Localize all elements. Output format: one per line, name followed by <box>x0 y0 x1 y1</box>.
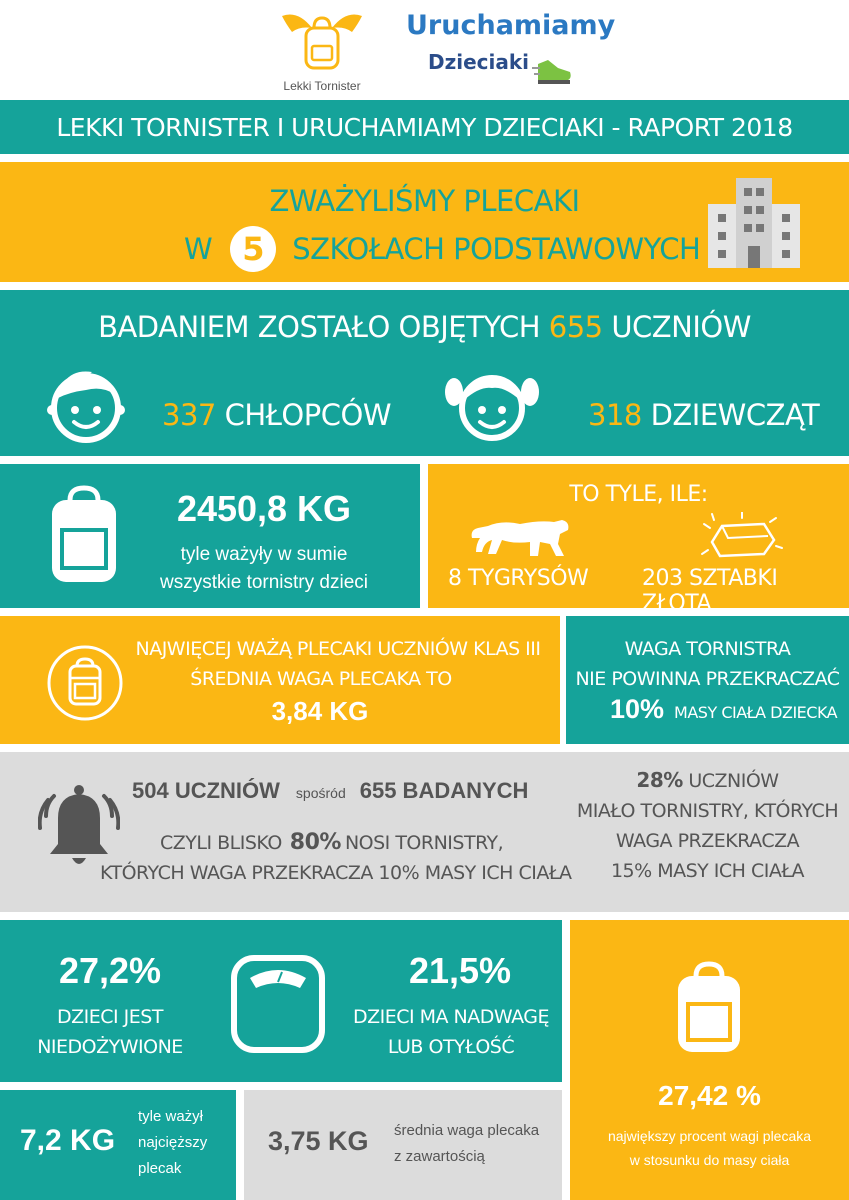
bathroom-scale-icon <box>228 952 328 1056</box>
underweight-value: 27,2% <box>58 950 162 991</box>
rule-section <box>566 616 849 744</box>
overweight-line2: LUB OTYŁOŚĆ <box>387 1036 515 1058</box>
exceed15-line1-suffix: UCZNIÓW <box>688 770 779 792</box>
boys-stat <box>162 398 391 432</box>
max-percent-line1: największy procent wagi plecaka <box>607 1128 812 1144</box>
girl-face-icon <box>444 364 540 444</box>
exceed-line1 <box>132 778 528 804</box>
schools-line2 <box>184 226 700 272</box>
logo-uruchamiamy-dzieciaki <box>406 10 616 90</box>
schools-line1: ZWAŻYLIŚMY PLECAKI <box>269 184 580 218</box>
students-prefix: BADANIEM ZOSTAŁO OBJĘTYCH <box>98 310 541 344</box>
heaviest-value: 7,2 KG <box>20 1124 116 1157</box>
schools-count-badge <box>230 226 276 272</box>
backpack-icon <box>46 484 122 586</box>
nutrition-section <box>0 920 562 1082</box>
max-percent-line2: w stosunku do masy ciała <box>629 1152 790 1168</box>
backpack-circle-icon <box>46 644 124 722</box>
schools-section <box>0 162 849 282</box>
class3-line2: ŚREDNIA WAGA PLECAKA TO <box>190 668 452 690</box>
max-percent-value: 27,42 % <box>658 1080 761 1111</box>
logo-title-part2: amiamy <box>495 10 616 41</box>
logo-caption: Lekki Tornister <box>283 79 361 93</box>
exceed15-line1 <box>566 768 849 792</box>
exceed-section <box>0 752 849 912</box>
comparison-tigers: 8 TYGRYSÓW <box>448 566 589 591</box>
comparison-section <box>428 464 849 616</box>
students-total: 655 <box>548 310 603 344</box>
exceed-students: 504 UCZNIÓW <box>132 778 280 803</box>
boys-count: 337 <box>162 398 216 432</box>
winged-backpack-icon <box>278 6 366 76</box>
logo-title-part1: Uruch <box>406 10 496 41</box>
rule-line1: WAGA TORNISTRA <box>624 638 791 660</box>
bell-icon <box>38 782 120 872</box>
heaviest-section <box>0 1090 236 1200</box>
max-percent-section <box>570 920 849 1200</box>
backpack-icon <box>674 960 744 1056</box>
girls-stat <box>588 398 819 432</box>
overweight-line1: DZIECI MA NADWAGĘ <box>352 1006 550 1028</box>
students-section <box>0 290 849 456</box>
schools-count: 5 <box>242 230 265 268</box>
logo-lekki-tornister <box>278 6 366 92</box>
heaviest-line2: najcięższy <box>138 1134 208 1151</box>
average-line1: średnia waga plecaka <box>394 1122 540 1139</box>
class3-section <box>0 616 560 744</box>
exceed-line2-suffix: NOSI TORNISTRY, <box>344 832 504 854</box>
logo-subtitle: Dzieciaki <box>428 50 530 74</box>
school-building-icon <box>708 178 800 268</box>
total-weight-line1: tyle ważyły w sumie <box>180 544 348 565</box>
tiger-icon <box>468 514 574 560</box>
rule-line2: NIE POWINNA PRZEKRACZAĆ <box>575 668 840 690</box>
exceed-line2-prefix: CZYLI BLISKO <box>160 832 282 854</box>
average-value: 3,75 KG <box>268 1126 369 1156</box>
rule-percent: 10% <box>610 694 665 724</box>
heaviest-line1: tyle ważył <box>138 1108 204 1125</box>
total-weight-section <box>0 464 420 608</box>
class3-line1: NAJWIĘCEJ WAŻĄ PLECAKI UCZNIÓW KLAS III <box>135 638 541 660</box>
boys-label: CHŁOPCÓW <box>224 398 391 432</box>
schools-suffix: SZKOŁACH PODSTAWOWYCH <box>292 232 701 266</box>
students-suffix: UCZNIÓW <box>611 310 751 344</box>
students-total-line <box>0 310 849 344</box>
heaviest-line3: plecak <box>138 1160 182 1177</box>
overweight-value: 21,5% <box>408 950 512 991</box>
girls-label: DZIEWCZĄT <box>650 398 820 432</box>
comparison-title: TO TYLE, ILE: <box>569 482 708 507</box>
schools-prefix: W <box>184 232 213 266</box>
underweight-line1: DZIECI JEST <box>57 1006 163 1028</box>
sneaker-icon <box>532 50 574 86</box>
exceed-percent: 80% <box>289 830 341 855</box>
gold-bar-icon <box>698 512 784 564</box>
exceed-line2 <box>160 830 503 855</box>
boy-face-icon <box>44 364 128 444</box>
class3-value: 3,84 KG <box>271 696 369 726</box>
average-section <box>244 1090 562 1200</box>
exceed15-line2: MIAŁO TORNISTRY, KTÓRYCH <box>576 800 839 822</box>
total-weight-line2: wszystkie tornistry dzieci <box>160 572 368 593</box>
rule-text: MASY CIAŁA DZIECKA <box>674 703 838 722</box>
page-title: LEKKI TORNISTER I URUCHAMIAMY DZIECIAKI - RAPORT 2018 <box>56 112 793 142</box>
exceed15-line3: WAGA PRZEKRACZA <box>615 830 800 852</box>
exceed-among: spośród <box>295 785 346 801</box>
rule-line3 <box>610 694 837 725</box>
exceed-line3: KTÓRYCH WAGA PRZEKRACZA 10% MASY ICH CIAŁA <box>100 862 572 884</box>
exceed-examined: 655 BADANYCH <box>359 778 529 803</box>
underweight-line2: NIEDOŻYWIONE <box>37 1036 183 1058</box>
logo-title <box>406 10 616 42</box>
girls-count: 318 <box>588 398 642 432</box>
total-weight-value: 2450,8 KG <box>176 488 352 529</box>
average-line2: z zawartością <box>394 1148 485 1165</box>
exceed15-line4: 15% MASY ICH CIAŁA <box>610 860 805 882</box>
header-bar <box>0 100 849 154</box>
comparison-gold: 203 SZTABKI ZŁOTA <box>642 566 778 616</box>
exceed15-percent: 28% <box>636 768 683 792</box>
